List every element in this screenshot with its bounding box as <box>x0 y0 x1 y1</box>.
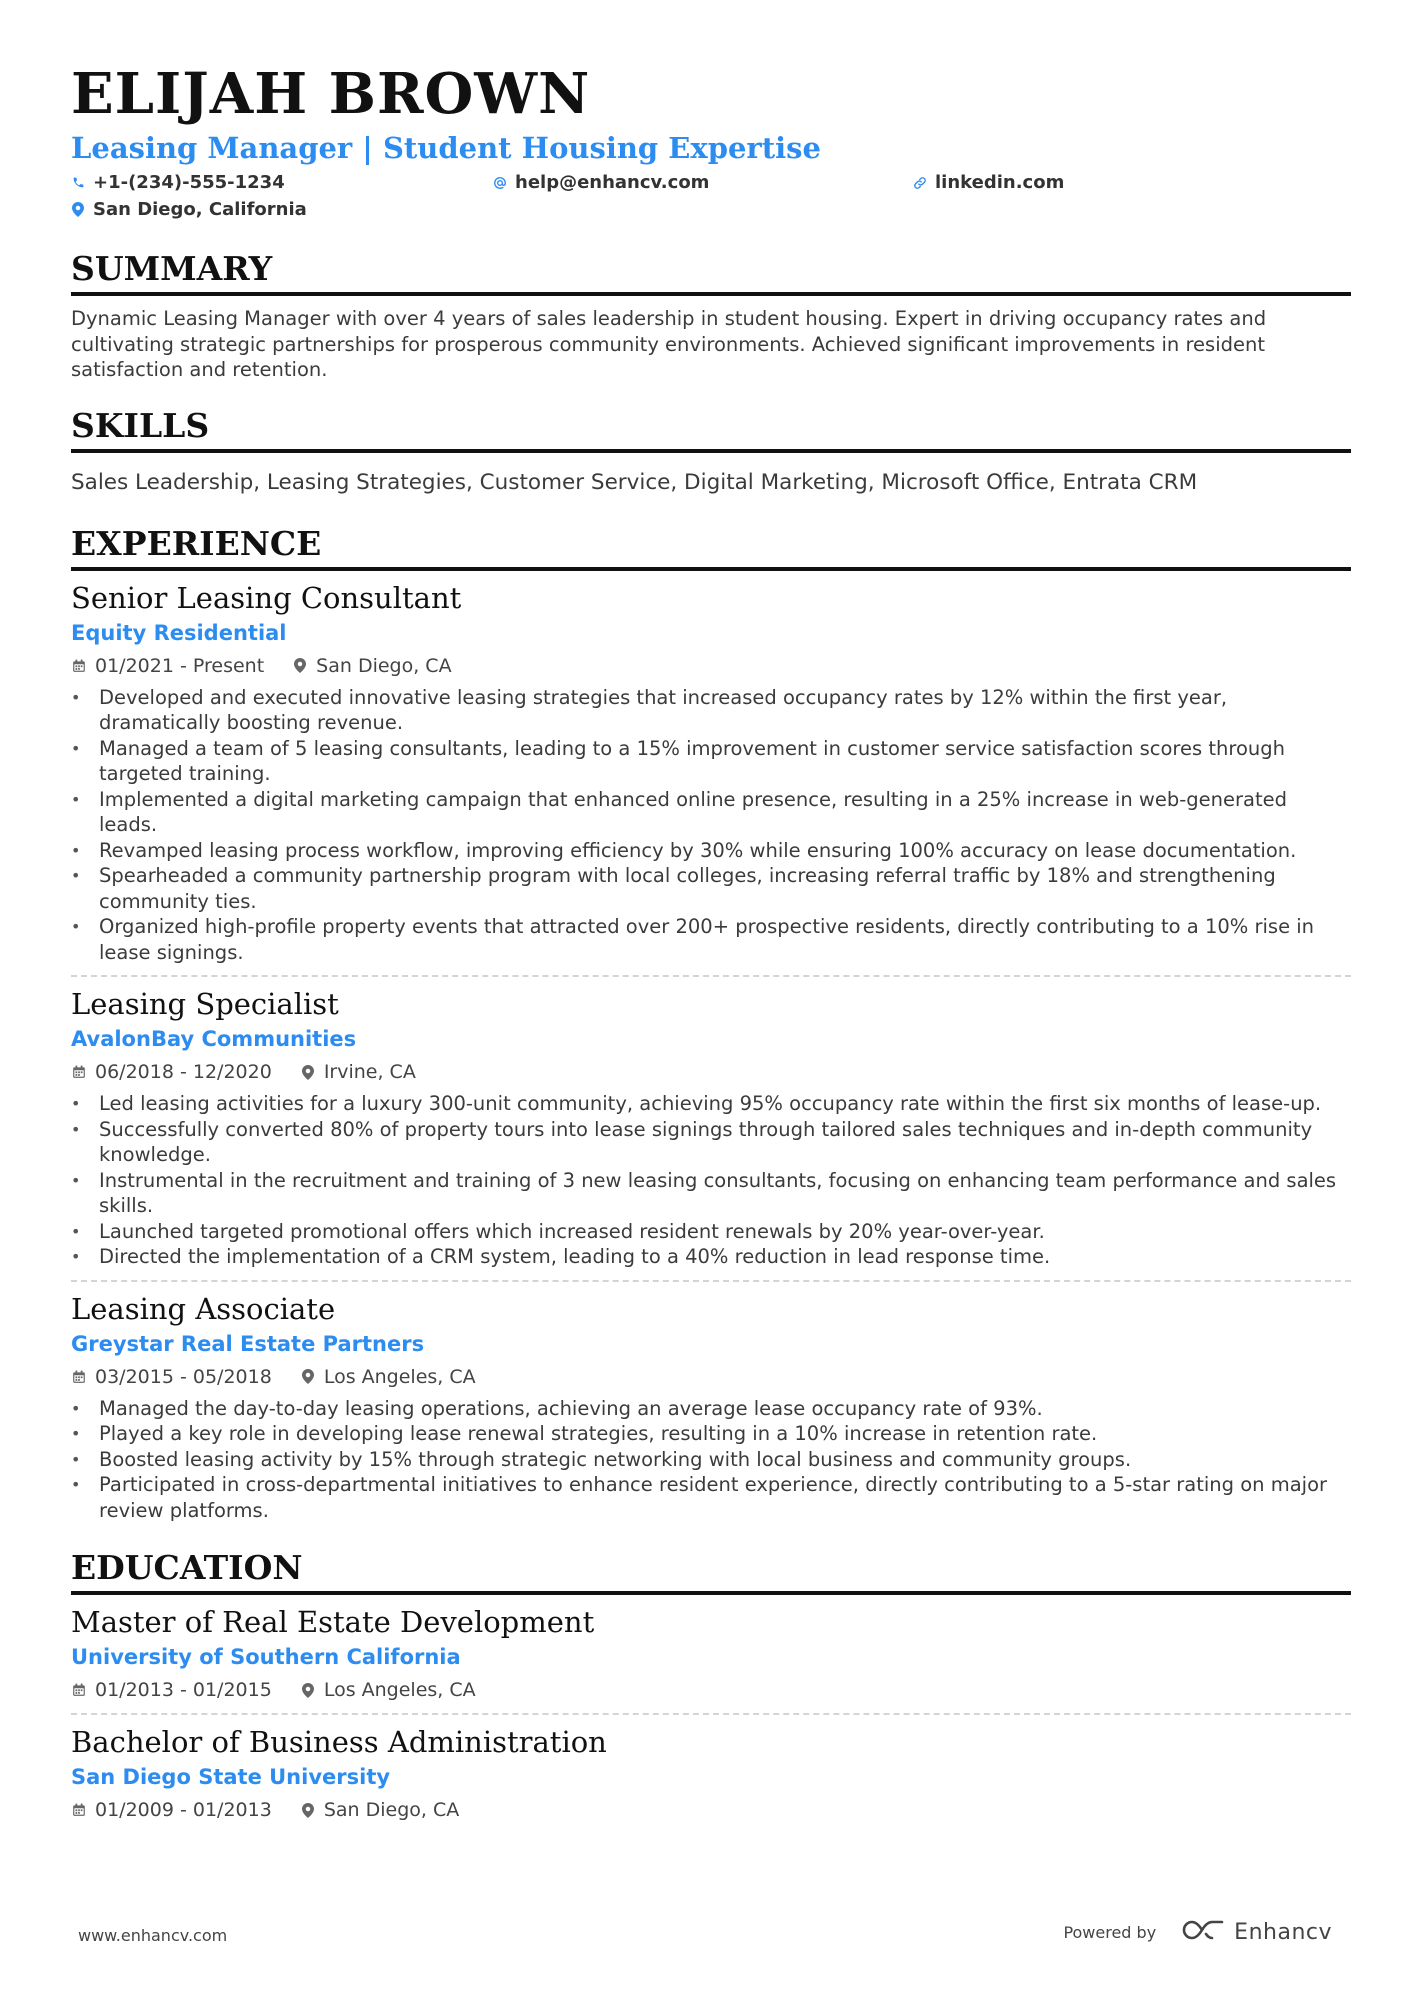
summary-section <box>71 248 1351 383</box>
job-title: Leasing Specialist <box>71 987 339 1021</box>
contact-location <box>71 199 307 220</box>
experience-entry <box>71 579 1351 978</box>
enhancv-logo-icon <box>1180 1918 1226 1946</box>
phone-text: +1-(234)-555-1234 <box>93 172 285 193</box>
job-bullets <box>71 685 1351 966</box>
job-location-text: San Diego, CA <box>316 654 452 677</box>
education-entry <box>71 1723 1351 1833</box>
degree-title: Master of Real Estate Development <box>71 1605 595 1639</box>
at-icon <box>493 175 507 191</box>
list-item: • Developed and executed innovative leasing strategies that increased occupancy rates by 12% within the first year, dramatically boosting revenue. <box>71 685 1351 736</box>
company-name: Greystar Real Estate Partners <box>71 1331 425 1356</box>
calendar-icon <box>71 1369 87 1385</box>
experience-entry <box>71 1290 1351 1534</box>
headline: Leasing Manager | Student Housing Expertise <box>71 131 821 165</box>
contact-info <box>71 172 1351 228</box>
summary-title: SUMMARY <box>71 248 1351 296</box>
list-item: • Implemented a digital marketing campaign that enhanced online presence, resulting in a 25% increase in web-generated leads. <box>71 787 1351 838</box>
job-title: Senior Leasing Consultant <box>71 580 462 615</box>
experience-entry <box>71 985 1351 1282</box>
degree-meta <box>71 1677 1351 1703</box>
list-item: • Organized high-profile property events that attracted over 200+ prospective residents, directly contributing to a 10% rise in lease signings. <box>71 914 1351 965</box>
company-name: AvalonBay Communities <box>71 1027 357 1051</box>
list-item: • Spearheaded a community partnership program with local colleges, increasing referral traffic by 18% and strengthening community ties. <box>71 863 1351 914</box>
degree-dates: 01/2013 - 01/2015 <box>95 1679 272 1701</box>
education-title: EDUCATION <box>71 1547 1351 1595</box>
brand-name: Enhancv <box>1234 1919 1332 1945</box>
job-location-text: Los Angeles, CA <box>323 1365 476 1388</box>
list-item: • Led leasing activities for a luxury 300-unit community, achieving 95% occupancy rate within the first six months of lease-up. <box>71 1091 1351 1117</box>
contact-linkedin[interactable] <box>913 172 1064 193</box>
list-item: • Boosted leasing activity by 15% through strategic networking with local business and community groups. <box>71 1447 1351 1473</box>
degree-location-text: San Diego, CA <box>323 1799 460 1821</box>
powered-by-text: Powered by <box>1063 1922 1157 1942</box>
location-text: San Diego, California <box>93 199 307 220</box>
degree-title: Bachelor of Business Administration <box>71 1725 607 1759</box>
footer <box>0 1918 1410 1958</box>
resume-page <box>71 60 1351 1833</box>
map-pin-icon <box>300 1369 316 1385</box>
school-name: San Diego State University <box>71 1765 391 1789</box>
job-location-text: Irvine, CA <box>323 1061 416 1083</box>
job-meta <box>71 653 1351 679</box>
linkedin-text: linkedin.com <box>935 172 1065 193</box>
job-dates: 03/2015 - 05/2018 <box>95 1365 272 1388</box>
contact-phone[interactable] <box>71 172 285 193</box>
job-bullets <box>71 1091 1351 1270</box>
list-item: • Managed the day-to-day leasing operations, achieving an average lease occupancy rate of 93%. <box>71 1396 1351 1422</box>
map-pin-icon <box>300 1682 316 1698</box>
email-text: help@enhancv.com <box>515 172 710 193</box>
list-item: • Revamped leasing process workflow, improving efficiency by 30% while ensuring 100% accuracy on lease documentation. <box>71 838 1351 864</box>
summary-text: Dynamic Leasing Manager with over 4 years of sales leadership in student housing. Expert in driving occupancy rates and cultivating strategic partnerships for prosperous community environments. Achieved significant improvements in resident satisfaction and retention. <box>71 307 1267 381</box>
job-dates: 06/2018 - 12/2020 <box>95 1061 272 1083</box>
map-pin-icon <box>292 658 308 674</box>
list-item: • Managed a team of 5 leasing consultants, leading to a 15% improvement in customer service satisfaction scores through targeted training. <box>71 736 1351 787</box>
list-item: • Launched targeted promotional offers which increased resident renewals by 20% year-over-year. <box>71 1219 1351 1245</box>
degree-location <box>300 1797 459 1823</box>
map-pin-icon <box>300 1802 316 1818</box>
job-location <box>292 653 451 679</box>
phone-icon <box>71 175 85 191</box>
calendar-icon <box>71 1064 87 1080</box>
skills-text: Sales Leadership, Leasing Strategies, Customer Service, Digital Marketing, Microsoft Office, Entrata CRM <box>71 469 1198 495</box>
map-pin-icon <box>71 202 85 218</box>
experience-title: EXPERIENCE <box>71 523 1351 571</box>
job-title: Leasing Associate <box>71 1291 336 1326</box>
degree-location-text: Los Angeles, CA <box>323 1679 476 1701</box>
job-meta <box>71 1059 1351 1085</box>
company-name: Equity Residential <box>71 620 287 645</box>
job-meta <box>71 1364 1351 1390</box>
calendar-icon <box>71 1682 87 1698</box>
experience-section <box>71 523 1351 1534</box>
job-dates: 01/2021 - Present <box>95 654 265 677</box>
skills-section <box>71 405 1351 497</box>
school-name: University of Southern California <box>71 1645 461 1669</box>
footer-website[interactable]: www.enhancv.com <box>78 1926 228 1945</box>
education-section <box>71 1547 1351 1833</box>
map-pin-icon <box>300 1064 316 1080</box>
calendar-icon <box>71 1802 87 1818</box>
degree-dates: 01/2009 - 01/2013 <box>95 1799 272 1821</box>
job-bullets <box>71 1396 1351 1524</box>
link-icon <box>913 175 927 191</box>
degree-location <box>300 1677 476 1703</box>
degree-meta <box>71 1797 1351 1823</box>
education-entry <box>71 1603 1351 1715</box>
calendar-icon <box>71 658 87 674</box>
footer-branding <box>1063 1918 1332 1946</box>
skills-title: SKILLS <box>71 405 1351 453</box>
candidate-name: ELIJAH BROWN <box>71 61 591 127</box>
list-item: • Successfully converted 80% of property tours into lease signings through tailored sales techniques and in-depth community knowledge. <box>71 1117 1351 1168</box>
list-item: • Directed the implementation of a CRM system, leading to a 40% reduction in lead response time. <box>71 1244 1351 1270</box>
list-item: • Instrumental in the recruitment and training of 3 new leasing consultants, focusing on enhancing team performance and sales skills. <box>71 1168 1351 1219</box>
list-item: • Played a key role in developing lease renewal strategies, resulting in a 10% increase in retention rate. <box>71 1421 1351 1447</box>
job-location <box>300 1364 476 1390</box>
contact-email[interactable] <box>493 172 709 193</box>
list-item: • Participated in cross-departmental initiatives to enhance resident experience, directly contributing to a 5-star rating on major review platforms. <box>71 1472 1351 1523</box>
job-location <box>300 1059 416 1085</box>
